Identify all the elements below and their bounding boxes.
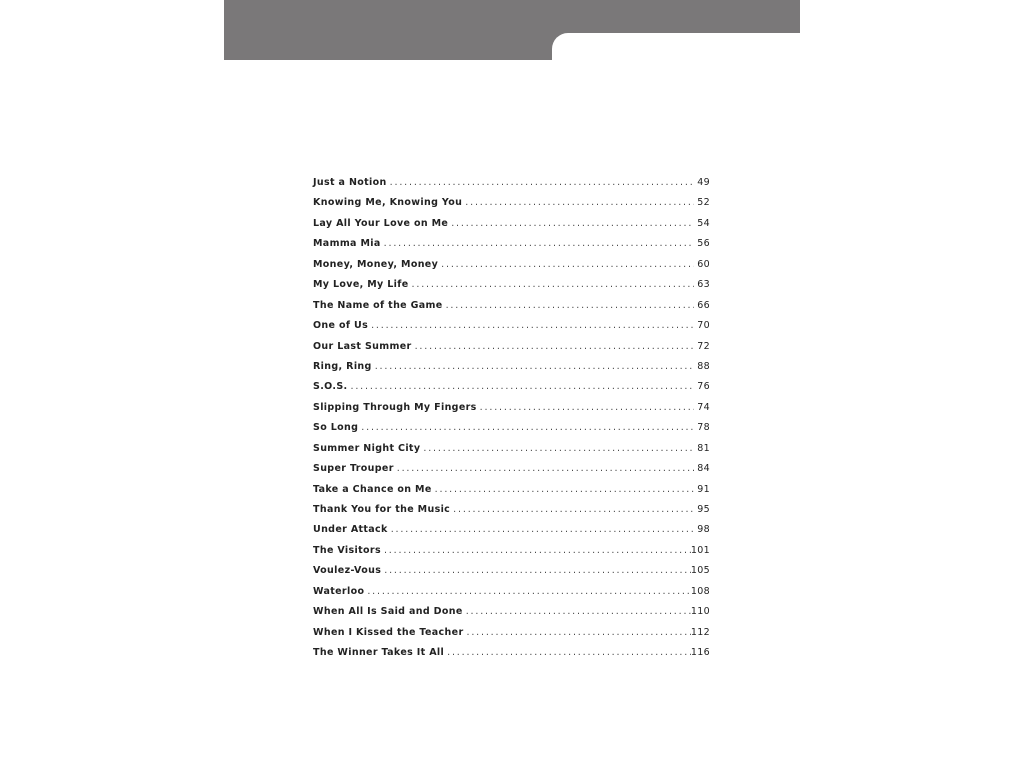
toc-entry-title: The Name of the Game [313,299,443,311]
toc-entry-title: Voulez-Vous [313,565,382,577]
dot-leader [381,238,694,249]
dot-leader [462,197,694,208]
toc-entry [313,402,710,422]
dot-leader [387,177,694,188]
dot-leader [409,279,694,290]
toc-entry-title: Knowing Me, Knowing You [313,197,463,209]
dot-leader [358,422,694,433]
toc-entry [313,238,710,258]
toc-entry [313,279,710,299]
dot-leader [443,300,694,311]
dot-leader [432,484,694,495]
toc-entry-page-number: 110 [690,606,710,618]
dot-leader [364,586,690,597]
dot-leader [477,402,694,413]
toc-entry [313,524,710,544]
toc-entry-page-number: 66 [697,299,710,311]
toc-entry-title: The Visitors [313,544,381,556]
toc-entry-page-number: 116 [690,647,710,659]
toc-entry [313,341,710,361]
toc-entry-page-number: 74 [697,401,710,413]
toc-entry [313,197,710,217]
toc-entry-page-number: 49 [697,177,710,188]
toc-entry [313,504,710,524]
dot-leader [388,524,694,535]
dot-leader [448,218,694,229]
toc-entry-title: S.O.S. [313,381,348,393]
dot-leader [463,606,691,617]
toc-entry [313,259,710,279]
dot-leader [438,259,694,270]
toc-entry-page-number: 112 [690,626,710,638]
toc-entry-title: When I Kissed the Teacher [313,626,464,638]
toc-entry [313,545,710,565]
toc-entry [313,320,710,340]
toc-entry [313,300,710,320]
toc-entry-page-number: 63 [697,279,710,291]
toc-entry-page-number: 81 [697,442,710,454]
toc-entry-page-number: 54 [697,217,710,229]
dot-leader [381,565,691,576]
toc-entry-page-number: 108 [690,585,710,597]
toc-entry [313,177,710,197]
toc-entry-title: Take a Chance on Me [313,483,432,495]
dot-leader [381,545,691,556]
toc-entry-title: Summer Night City [313,442,421,454]
toc-entry-page-number: 101 [690,544,710,556]
toc-entry-title: Super Trouper [313,463,394,475]
toc-entry [313,463,710,483]
toc-entry [313,586,710,606]
dot-leader [450,504,694,515]
dot-leader [347,381,694,392]
toc-entry-title: Our Last Summer [313,340,412,352]
header-tab-cutout [552,33,800,60]
toc-entry-title: Waterloo [313,585,365,597]
toc-entry-page-number: 84 [697,463,710,475]
toc-entry-page-number: 70 [697,320,710,332]
table-of-contents [313,177,710,668]
toc-entry-title: So Long [313,422,359,434]
toc-entry-page-number: 105 [690,565,710,577]
dot-leader [412,341,694,352]
dot-leader [463,627,690,638]
toc-entry [313,218,710,238]
dot-leader [394,463,694,474]
toc-entry-page-number: 52 [697,197,710,209]
toc-entry-title: My Love, My Life [313,279,409,291]
toc-entry-page-number: 72 [697,340,710,352]
toc-entry-title: Lay All Your Love on Me [313,217,449,229]
toc-entry-page-number: 60 [697,258,710,270]
toc-entry-page-number: 98 [697,524,710,536]
toc-entry [313,381,710,401]
toc-entry [313,647,710,667]
toc-entry-title: One of Us [313,320,369,332]
toc-entry [313,627,710,647]
toc-entry-page-number: 95 [697,504,710,515]
toc-entry-page-number: 76 [697,381,710,393]
toc-entry [313,565,710,585]
toc-entry-title: The Winner Takes It All [313,647,445,659]
toc-entry-title: Ring, Ring [313,360,372,372]
toc-entry-title: Money, Money, Money [313,258,439,270]
toc-entry [313,606,710,626]
toc-entry-title: Slipping Through My Fingers [313,401,477,413]
dot-leader [420,443,694,454]
dot-leader [368,320,694,331]
toc-entry-title: Thank You for the Music [313,504,451,515]
toc-entry-page-number: 56 [697,238,710,250]
toc-entry [313,422,710,442]
toc-entry [313,443,710,463]
toc-entry-title: Under Attack [313,524,388,536]
dot-leader [444,647,691,658]
toc-entry-page-number: 91 [697,483,710,495]
toc-entry [313,484,710,504]
toc-entry-title: When All Is Said and Done [313,606,463,618]
dot-leader [372,361,694,372]
toc-entry-title: Mamma Mia [313,238,381,250]
toc-entry-page-number: 88 [697,360,710,372]
toc-entry-title: Just a Notion [313,177,387,188]
toc-entry-page-number: 78 [697,422,710,434]
toc-entry [313,361,710,381]
